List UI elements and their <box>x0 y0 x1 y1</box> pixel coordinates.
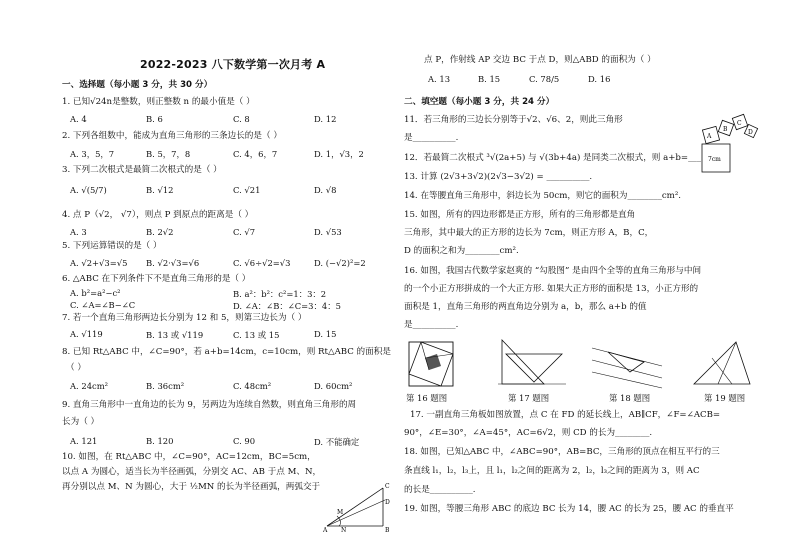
q4-option-d: D. √53 <box>314 227 342 237</box>
fig19-isosceles-figure <box>692 338 752 390</box>
q5-option-a: A. √2+√3=√5 <box>70 258 128 268</box>
q6-option-d: D. ∠A：∠B：∠C=3：4：5 <box>233 301 341 311</box>
q5-option-c: C. √6÷√2=√3 <box>233 258 291 268</box>
left-column <box>18 0 393 560</box>
question-17-line1: 17. 一副直角三角板如图放置，点 C 在 FD 的延长线上，AB∥CF，∠F=∠ACB= <box>410 410 721 420</box>
fig10-label-n: N <box>341 527 347 534</box>
caption-fig19: 第 19 题图 <box>704 393 746 403</box>
question-12: 12．若最简二次根式 ³√(2a+5) 与 √(3b+4a) 是同类二次根式，则 a+b=___ <box>404 153 702 163</box>
q10-triangle-figure <box>323 478 389 534</box>
q4-option-b: B. 2√2 <box>146 227 174 237</box>
question-6: 6. △ABC 在下列条件下不是直角三角形的是（ ） <box>62 274 251 284</box>
q4-option-c: C. √7 <box>233 227 256 237</box>
question-2: 2. 下列各组数中，能成为直角三角形的三条边长的是（ ） <box>62 131 282 141</box>
right-column <box>404 0 779 560</box>
q3-option-a: A. √(5/7) <box>70 185 107 195</box>
q9-option-a: A. 121 <box>70 436 98 446</box>
q9-option-b: B. 120 <box>146 436 174 446</box>
q8-option-b: B. 36cm² <box>146 381 185 391</box>
q1-option-a: A. 4 <box>70 114 87 124</box>
q6-option-b: B. a²：b²：c²=1：3：2 <box>233 289 327 299</box>
q9-option-c: C. 90 <box>233 436 256 446</box>
question-16-line3: 面积是 1，直角三角形的两直角边分别为 a，b，那么 a+b 的值 <box>404 302 647 312</box>
question-10-line4: 点 P，作射线 AP 交边 BC 于点 D，则△ABD 的面积为（ ） <box>424 55 656 65</box>
question-16-line2: 的一个小正方形拼成的一个大正方形. 如果大正方形的面积是 13，小正方形的 <box>404 284 699 294</box>
question-11-line2: 是__________. <box>404 133 459 143</box>
question-8: 8. 已知 Rt△ABC 中，∠C=90°，若 a+b=14cm，c=10cm，则 Rt△ABC 的面积是 <box>62 347 391 357</box>
q3-option-c: C. √21 <box>233 185 261 195</box>
q7-option-c: C. 13 或 15 <box>233 330 280 340</box>
q8-option-c: C. 48cm² <box>233 381 272 391</box>
question-3: 3. 下列二次根式是最简二次根式的是（ ） <box>62 165 222 175</box>
fig16-zhaoshuang-figure <box>407 340 457 390</box>
question-18-line3: 的长是__________. <box>404 485 476 495</box>
question-11-line1: 11．若三角形的三边长分别等于√2、√6、2，则此三角形 <box>404 115 623 125</box>
question-13: 13. 计算 (2√3+3√2)(2√3−3√2) = __________. <box>404 172 593 182</box>
q1-option-b: B. 6 <box>146 114 163 124</box>
q1-option-c: C. 8 <box>233 114 250 124</box>
question-10-line2: 以点 A 为圆心，适当长为半径画弧，分别交 AC、AB 于点 M、N， <box>62 467 322 477</box>
q2-option-a: A. 3，5，7 <box>70 149 115 159</box>
question-9-line1: 9. 直角三角形中一直角边的长为 9，另两边为连续自然数，则直角三角形的周 <box>62 400 357 410</box>
caption-fig16: 第 16 题图 <box>406 393 448 403</box>
question-14: 14. 在等腰直角三角形中，斜边长为 50cm，则它的面积为________cm². <box>404 191 682 201</box>
question-9-line2: 长为（ ） <box>62 417 100 427</box>
fig10-label-c: C <box>385 483 390 490</box>
question-18-line1: 18. 如图，已知△ABC 中，∠ABC=90°，AB=BC，三角形的顶点在相互平行的三 <box>404 447 720 457</box>
q3-option-b: B. √12 <box>146 185 174 195</box>
fig10-label-d: D <box>385 499 390 506</box>
q5-option-b: B. √2·√3=√6 <box>146 258 200 268</box>
caption-fig17: 第 17 题图 <box>508 393 550 403</box>
fig10-label-a: A <box>323 527 328 534</box>
q10-option-a: A. 13 <box>428 74 451 84</box>
caption-fig18: 第 18 题图 <box>609 393 651 403</box>
question-16-line4: 是__________. <box>404 320 459 330</box>
question-10-line1: 10. 如图，在 Rt△ABC 中，∠C=90°，AC=12cm，BC=5cm， <box>62 452 316 462</box>
q9-option-d: D. 不能确定 <box>314 437 360 447</box>
q7-option-a: A. √119 <box>70 329 103 339</box>
q7-option-b: B. 13 或 √119 <box>146 330 204 340</box>
question-18-line2: 条直线 l₁，l₂，l₃上，且 l₁，l₂之间的距离为 2，l₂，l₃之间的距离为 3，则 AC <box>404 466 700 476</box>
question-15-line2: 三角形，其中最大的正方形的边长为 7cm，则正方形 A，B，C， <box>404 228 654 238</box>
fig18-parallel-lines-figure <box>590 338 664 388</box>
fig15-label-b: B <box>723 126 728 133</box>
q15-squares-figure <box>694 114 764 176</box>
question-4: 4. 点 P（√2， √7），则点 P 到原点的距离是（ ） <box>62 210 254 220</box>
fig15-label-d: D <box>748 129 753 136</box>
fig15-label-7cm: 7cm <box>708 156 721 163</box>
q10-option-c: C. 78/5 <box>529 74 560 84</box>
page-title: 2022-2023 八下数学第一次月考 A <box>140 58 326 71</box>
q2-option-c: C. 4，6，7 <box>233 149 278 159</box>
question-1: 1. 已知√24n是整数，则正整数 n 的最小值是（ ） <box>62 97 255 107</box>
q6-option-a: A. b²=a²−c² <box>70 288 121 298</box>
q7-option-d: D. 15 <box>314 329 337 339</box>
q10-option-b: B. 15 <box>478 74 501 84</box>
section-choice-heading: 一、选择题（每小题 3 分，共 30 分） <box>62 80 213 90</box>
section-fill-heading: 二、填空题（每小题 3 分，共 24 分） <box>404 97 555 107</box>
q3-option-d: D. √8 <box>314 185 337 195</box>
fig10-label-m: M <box>337 509 344 516</box>
fig17-set-squares-figure <box>496 336 568 388</box>
q8-option-a: A. 24cm² <box>70 381 109 391</box>
q1-option-d: D. 12 <box>314 114 337 124</box>
question-19: 19. 如图，等腰三角形 ABC 的底边 BC 长为 14，腰 AC 的长为 25，腰 AC 的垂直平 <box>404 504 734 514</box>
question-8-blank: （ ） <box>66 363 86 373</box>
q2-option-d: D. 1，√3，2 <box>314 149 364 159</box>
q4-option-a: A. 3 <box>70 227 87 237</box>
question-10-line3: 再分别以点 M、N 为圆心，大于 ½MN 的长为半径画弧，两弧交于 <box>62 482 321 492</box>
fig15-label-c: C <box>737 120 742 127</box>
fig15-label-a: A <box>707 133 712 140</box>
q5-option-d: D. (−√2)²=2 <box>314 258 366 268</box>
question-16-line1: 16. 如图，我国古代数学家赵爽的 “勾股图” 是由四个全等的直角三角形与中间 <box>404 266 702 276</box>
fig10-label-b: B <box>385 527 390 534</box>
question-15-line3: D 的面积之和为________cm². <box>404 246 519 256</box>
question-15-line1: 15. 如图，所有的四边形都是正方形，所有的三角形都是直角 <box>404 210 636 220</box>
q2-option-b: B. 5，7，8 <box>146 149 191 159</box>
question-17-line2: 90°，∠E=30°，∠A=45°，AC=6√2，则 CD 的长为________. <box>404 428 653 438</box>
question-5: 5. 下列运算错误的是（ ） <box>62 241 162 251</box>
q6-option-c: C. ∠A=∠B−∠C <box>70 300 136 310</box>
q8-option-d: D. 60cm² <box>314 381 353 391</box>
question-7: 7. 若一个直角三角形两边长分别为 12 和 5，则第三边长为（ ） <box>62 313 307 323</box>
q10-option-d: D. 16 <box>588 74 611 84</box>
